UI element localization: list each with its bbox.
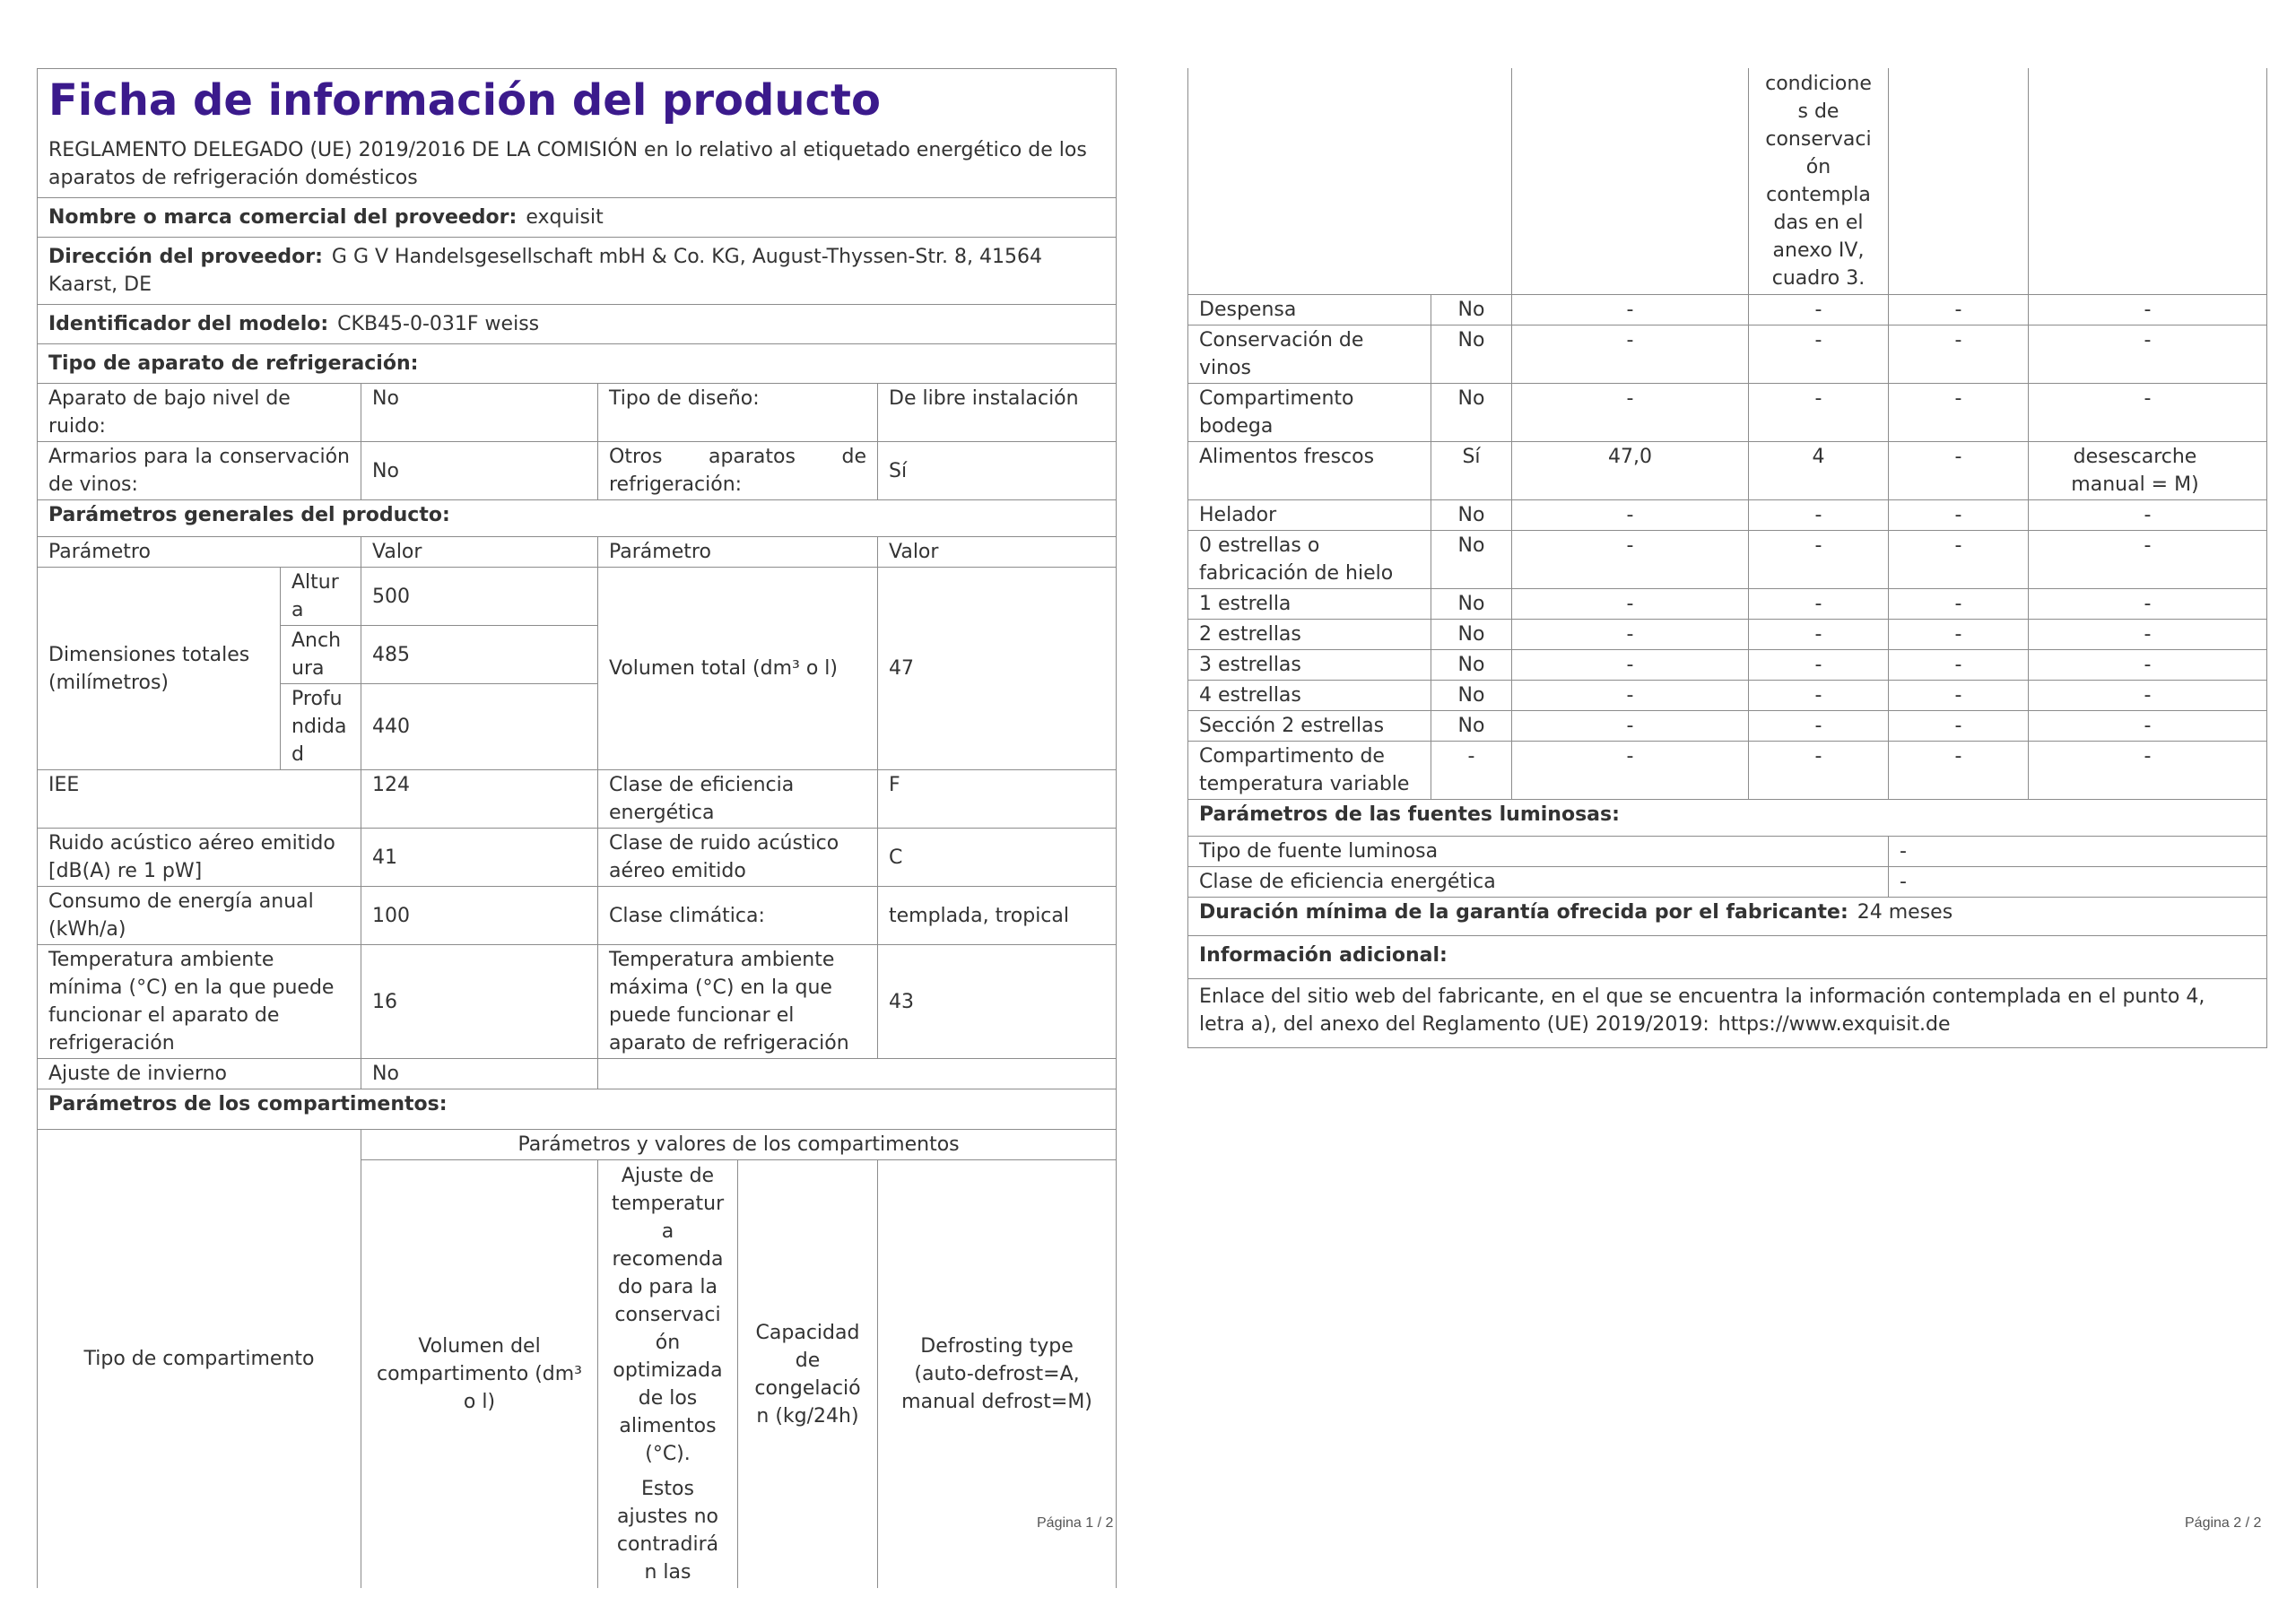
wine-label: Armarios para la conservación de vinos: bbox=[38, 442, 361, 500]
compartment-freeze-header: Capacidad de congelación (kg/24h) bbox=[738, 1160, 878, 1589]
compartment-name: 2 estrellas bbox=[1188, 620, 1431, 650]
compartment-volume: - bbox=[1512, 711, 1749, 742]
compartment-present: No bbox=[1431, 500, 1512, 531]
compartment-defrost: - bbox=[2029, 531, 2267, 589]
compartment-defrost-header: Defrosting type (auto-defrost=A, manual defrost=M) bbox=[878, 1160, 1117, 1589]
compartment-defrost: - bbox=[2029, 620, 2267, 650]
product-info-sheet-page-2 bbox=[1187, 68, 2267, 1048]
design-value: De libre instalación bbox=[878, 384, 1117, 442]
climate-label: Clase climática: bbox=[598, 887, 878, 945]
regulation-text: REGLAMENTO DELEGADO (UE) 2019/2016 DE LA COMISIÓN en lo relativo al etiquetado energético de los aparatos de refrigeración domésticos bbox=[48, 139, 1087, 189]
compartment-temp: - bbox=[1749, 384, 1889, 442]
compartment-name: Compartimento de temperatura variable bbox=[1188, 742, 1431, 800]
compartment-row bbox=[1188, 384, 2267, 442]
page-1 bbox=[37, 68, 1116, 1588]
col-value-header: Valor bbox=[361, 537, 598, 568]
compartment-freeze: - bbox=[1889, 500, 2029, 531]
compartment-row bbox=[1188, 325, 2267, 384]
supplier-name-row bbox=[38, 198, 1117, 238]
compartment-present: No bbox=[1431, 325, 1512, 384]
continued-volume-cell bbox=[1512, 68, 1749, 295]
other-appliance-label: Otros aparatos de refrigeración: bbox=[598, 442, 878, 500]
compartment-defrost: - bbox=[2029, 384, 2267, 442]
compartment-name: 1 estrella bbox=[1188, 589, 1431, 620]
compartment-freeze: - bbox=[1889, 650, 2029, 681]
compartment-present: No bbox=[1431, 531, 1512, 589]
compartment-present: No bbox=[1431, 620, 1512, 650]
ambient-temp-row bbox=[38, 945, 1117, 1059]
temp-header-note-continued: condiciones de conservación contempladas en el anexo IV, cuadro 3. bbox=[1749, 68, 1889, 295]
compartment-freeze: - bbox=[1889, 384, 2029, 442]
compartments-header-continuation bbox=[1188, 68, 2267, 295]
temp-header-text: Ajuste de temperatura recomendado para la conservación optimizada de los alimentos (°C). bbox=[611, 1165, 725, 1465]
compartment-row bbox=[1188, 295, 2267, 325]
compartment-freeze: - bbox=[1889, 531, 2029, 589]
compartment-present: No bbox=[1431, 295, 1512, 325]
warranty-label: Duración mínima de la garantía ofrecida por el fabricante: bbox=[1199, 901, 1848, 924]
design-label: Tipo de diseño: bbox=[598, 384, 878, 442]
climate-value: templada, tropical bbox=[878, 887, 1117, 945]
light-type-label: Tipo de fuente luminosa bbox=[1188, 837, 1889, 867]
total-volume-label: Volumen total (dm³ o l) bbox=[598, 568, 878, 770]
additional-text-row bbox=[1188, 979, 2267, 1048]
light-type-row bbox=[1188, 837, 2267, 867]
compartments-heading-row bbox=[38, 1089, 1117, 1130]
compartment-freeze: - bbox=[1889, 742, 2029, 800]
supplier-address-value: G G V Handelsgesellschaft mbH & Co. KG, August-Thyssen-Str. 8, 41564 Kaarst, DE bbox=[48, 246, 1042, 296]
compartment-defrost: - bbox=[2029, 681, 2267, 711]
energy-row bbox=[38, 887, 1117, 945]
low-noise-row bbox=[38, 384, 1117, 442]
energy-label: Consumo de energía anual (kWh/a) bbox=[38, 887, 361, 945]
col-param-header-2: Parámetro bbox=[598, 537, 878, 568]
appliance-type-heading-row bbox=[38, 344, 1117, 384]
compartment-name: Despensa bbox=[1188, 295, 1431, 325]
compartment-row bbox=[1188, 711, 2267, 742]
noise-class-value: C bbox=[878, 829, 1117, 887]
eei-row bbox=[38, 770, 1117, 829]
compartment-freeze: - bbox=[1889, 589, 2029, 620]
compartment-row bbox=[1188, 650, 2267, 681]
compartment-volume: 47,0 bbox=[1512, 442, 1749, 500]
compartment-defrost: - bbox=[2029, 650, 2267, 681]
compartment-volume: - bbox=[1512, 589, 1749, 620]
compartment-freeze: - bbox=[1889, 295, 2029, 325]
compartment-volume: - bbox=[1512, 500, 1749, 531]
compartment-defrost: - bbox=[2029, 742, 2267, 800]
light-class-row bbox=[1188, 867, 2267, 898]
compartment-temp: 4 bbox=[1749, 442, 1889, 500]
page-title: Ficha de información del producto bbox=[48, 75, 881, 126]
low-noise-value: No bbox=[361, 384, 598, 442]
compartment-temp: - bbox=[1749, 650, 1889, 681]
compartment-freeze: - bbox=[1889, 711, 2029, 742]
compartment-present: Sí bbox=[1431, 442, 1512, 500]
winter-empty bbox=[598, 1059, 1117, 1089]
continued-freeze-cell bbox=[1889, 68, 2029, 295]
depth-value: 440 bbox=[361, 684, 598, 770]
compartment-group-header: Parámetros y valores de los compartimentos bbox=[361, 1130, 1117, 1160]
compartment-name: Alimentos frescos bbox=[1188, 442, 1431, 500]
compartment-name: Sección 2 estrellas bbox=[1188, 711, 1431, 742]
dimensions-label: Dimensiones totales (milímetros) bbox=[38, 568, 281, 770]
product-info-sheet-page-1 bbox=[37, 68, 1117, 1588]
additional-heading: Información adicional: bbox=[1188, 936, 2267, 979]
light-heading: Parámetros de las fuentes luminosas: bbox=[1188, 800, 2267, 837]
additional-text: Enlace del sitio web del fabricante, en el que se encuentra la información contemplada en el punto 4, letra a), del anexo del Reglamento (UE) 2019/2019: bbox=[1199, 985, 2205, 1036]
supplier-name-label: Nombre o marca comercial del proveedor: bbox=[48, 206, 517, 229]
page-number-2: Página 2 / 2 bbox=[2185, 1515, 2262, 1531]
compartment-row bbox=[1188, 589, 2267, 620]
compartment-row bbox=[1188, 500, 2267, 531]
compartment-present: - bbox=[1431, 742, 1512, 800]
compartment-volume: - bbox=[1512, 681, 1749, 711]
light-class-value: - bbox=[1889, 867, 2267, 898]
compartment-volume-header: Volumen del compartimento (dm³ o l) bbox=[361, 1160, 598, 1589]
compartments-group-header-row bbox=[38, 1130, 1117, 1160]
compartment-rows bbox=[1188, 295, 2267, 800]
compartment-freeze: - bbox=[1889, 442, 2029, 500]
depth-label: Profundidad bbox=[281, 684, 361, 770]
compartment-name: Helador bbox=[1188, 500, 1431, 531]
model-value: CKB45-0-031F weiss bbox=[337, 313, 540, 335]
wine-row bbox=[38, 442, 1117, 500]
supplier-name-value: exquisit bbox=[526, 206, 604, 229]
other-appliance-value: Sí bbox=[878, 442, 1117, 500]
compartment-type-header: Tipo de compartimento bbox=[38, 1130, 361, 1589]
compartment-temp: - bbox=[1749, 742, 1889, 800]
compartment-present: No bbox=[1431, 711, 1512, 742]
col-param-header: Parámetro bbox=[38, 537, 361, 568]
compartment-present: No bbox=[1431, 384, 1512, 442]
col-value-header-2: Valor bbox=[878, 537, 1117, 568]
compartment-defrost: - bbox=[2029, 500, 2267, 531]
height-label: Altura bbox=[281, 568, 361, 626]
manufacturer-link[interactable]: https://www.exquisit.de bbox=[1718, 1013, 1951, 1036]
winter-label: Ajuste de invierno bbox=[38, 1059, 361, 1089]
compartment-temp-header bbox=[598, 1160, 738, 1589]
min-temp-label: Temperatura ambiente mínima (°C) en la que puede funcionar el aparato de refrigeración bbox=[38, 945, 361, 1059]
appliance-type-heading: Tipo de aparato de refrigeración: bbox=[38, 344, 1117, 384]
eei-value: 124 bbox=[361, 770, 598, 829]
max-temp-value: 43 bbox=[878, 945, 1117, 1059]
compartment-volume: - bbox=[1512, 531, 1749, 589]
warranty-row bbox=[1188, 898, 2267, 936]
compartment-defrost: - bbox=[2029, 295, 2267, 325]
temp-header-note: Estos ajustes no contradirán las bbox=[616, 1478, 719, 1584]
total-volume-value: 47 bbox=[878, 568, 1117, 770]
compartment-freeze: - bbox=[1889, 325, 2029, 384]
noise-row bbox=[38, 829, 1117, 887]
light-class-label: Clase de eficiencia energética bbox=[1188, 867, 1889, 898]
compartment-volume: - bbox=[1512, 620, 1749, 650]
compartment-temp: - bbox=[1749, 589, 1889, 620]
compartment-volume: - bbox=[1512, 295, 1749, 325]
supplier-address-row bbox=[38, 238, 1117, 305]
winter-row bbox=[38, 1059, 1117, 1089]
general-heading: Parámetros generales del producto: bbox=[38, 500, 1117, 537]
model-row bbox=[38, 305, 1117, 344]
compartment-name: 3 estrellas bbox=[1188, 650, 1431, 681]
compartment-freeze: - bbox=[1889, 620, 2029, 650]
min-temp-value: 16 bbox=[361, 945, 598, 1059]
additional-heading-row bbox=[1188, 936, 2267, 979]
height-row bbox=[38, 568, 1117, 626]
compartment-temp: - bbox=[1749, 325, 1889, 384]
compartment-row bbox=[1188, 742, 2267, 800]
compartment-present: No bbox=[1431, 650, 1512, 681]
width-label: Anchura bbox=[281, 626, 361, 684]
page-number-1: Página 1 / 2 bbox=[1037, 1515, 1114, 1531]
energy-value: 100 bbox=[361, 887, 598, 945]
noise-class-label: Clase de ruido acústico aéreo emitido bbox=[598, 829, 878, 887]
general-column-header bbox=[38, 537, 1117, 568]
compartment-temp: - bbox=[1749, 711, 1889, 742]
compartment-name: Conservación de vinos bbox=[1188, 325, 1431, 384]
light-type-value: - bbox=[1889, 837, 2267, 867]
compartment-defrost: - bbox=[2029, 325, 2267, 384]
compartment-volume: - bbox=[1512, 742, 1749, 800]
eei-label: IEE bbox=[38, 770, 361, 829]
compartment-temp: - bbox=[1749, 620, 1889, 650]
compartment-volume: - bbox=[1512, 384, 1749, 442]
winter-value: No bbox=[361, 1059, 598, 1089]
general-heading-row bbox=[38, 500, 1117, 537]
compartments-heading: Parámetros de los compartimentos: bbox=[38, 1089, 1117, 1130]
warranty-value: 24 meses bbox=[1857, 901, 1953, 924]
noise-label: Ruido acústico aéreo emitido [dB(A) re 1 pW] bbox=[38, 829, 361, 887]
continued-type-cell bbox=[1188, 68, 1512, 295]
compartment-defrost: desescarche manual = M) bbox=[2029, 442, 2267, 500]
compartment-temp: - bbox=[1749, 295, 1889, 325]
compartment-row bbox=[1188, 442, 2267, 500]
compartment-present: No bbox=[1431, 589, 1512, 620]
page-2 bbox=[1187, 68, 2266, 1048]
compartment-freeze: - bbox=[1889, 681, 2029, 711]
compartment-temp: - bbox=[1749, 500, 1889, 531]
height-value: 500 bbox=[361, 568, 598, 626]
continued-defrost-cell bbox=[2029, 68, 2267, 295]
compartment-name: 4 estrellas bbox=[1188, 681, 1431, 711]
header-row bbox=[38, 69, 1117, 198]
light-heading-row bbox=[1188, 800, 2267, 837]
compartment-temp: - bbox=[1749, 681, 1889, 711]
compartment-name: Compartimento bodega bbox=[1188, 384, 1431, 442]
wine-value: No bbox=[361, 442, 598, 500]
noise-value: 41 bbox=[361, 829, 598, 887]
compartment-temp: - bbox=[1749, 531, 1889, 589]
compartment-row bbox=[1188, 620, 2267, 650]
compartment-defrost: - bbox=[2029, 589, 2267, 620]
compartment-volume: - bbox=[1512, 650, 1749, 681]
model-label: Identificador del modelo: bbox=[48, 313, 329, 335]
compartment-name: 0 estrellas o fabricación de hielo bbox=[1188, 531, 1431, 589]
compartment-row bbox=[1188, 681, 2267, 711]
efficiency-class-label: Clase de eficiencia energética bbox=[598, 770, 878, 829]
low-noise-label: Aparato de bajo nivel de ruido: bbox=[38, 384, 361, 442]
supplier-address-label: Dirección del proveedor: bbox=[48, 246, 323, 268]
efficiency-class-value: F bbox=[878, 770, 1117, 829]
compartment-row bbox=[1188, 531, 2267, 589]
max-temp-label: Temperatura ambiente máxima (°C) en la que puede funcionar el aparato de refrigeración bbox=[598, 945, 878, 1059]
compartment-present: No bbox=[1431, 681, 1512, 711]
compartment-defrost: - bbox=[2029, 711, 2267, 742]
width-value: 485 bbox=[361, 626, 598, 684]
compartment-volume: - bbox=[1512, 325, 1749, 384]
